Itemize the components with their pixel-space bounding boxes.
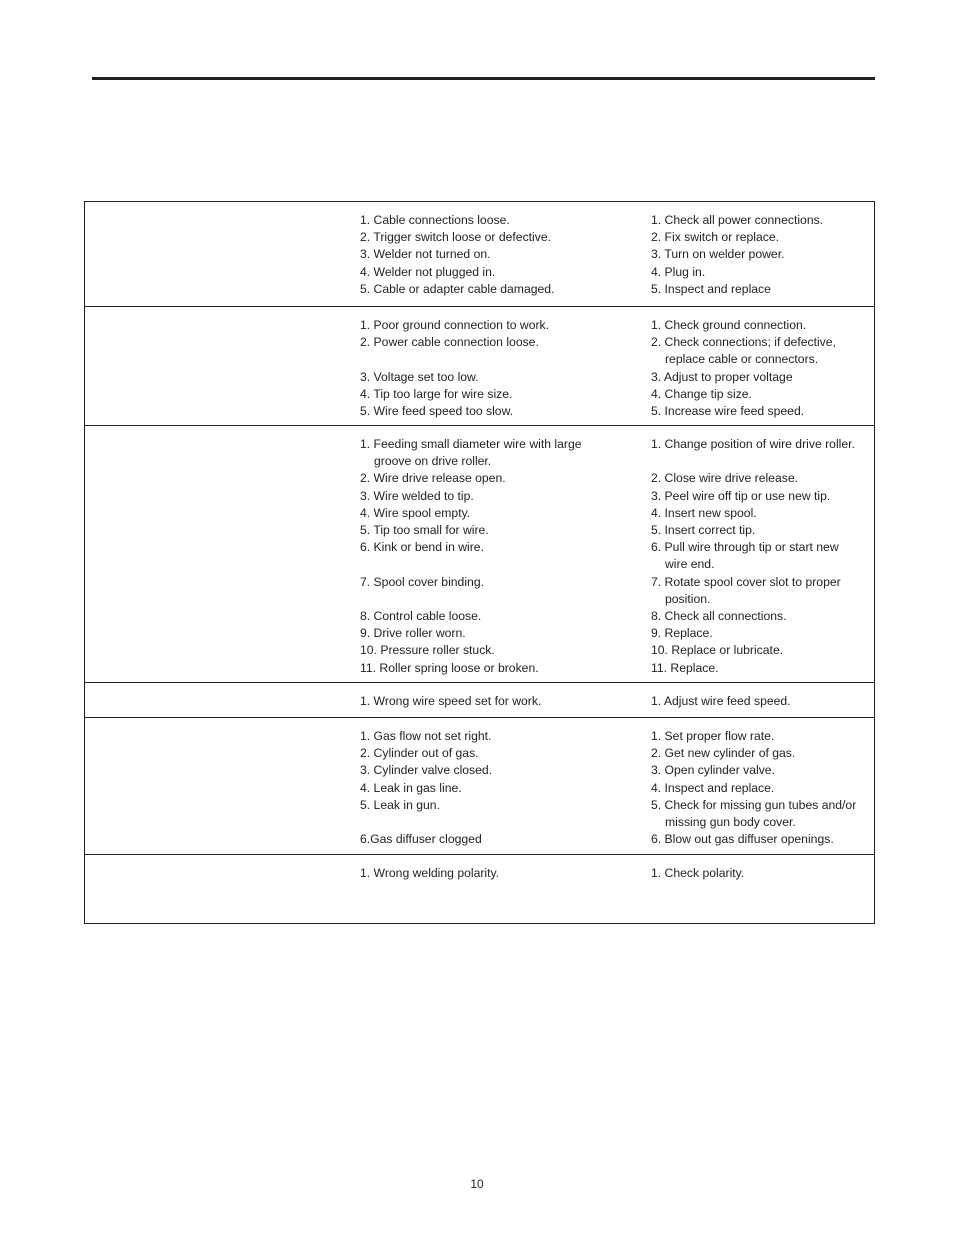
cause-item: 7. Spool cover binding. (360, 574, 484, 589)
cause-item: 5. Cable or adapter cable damaged. (360, 281, 555, 296)
cause-item: 1. Gas flow not set right. (360, 729, 492, 743)
cause-list (360, 865, 645, 882)
cause-item: 1. Cable connections loose. (360, 213, 510, 227)
cause-item: 3. Voltage set too low. (360, 369, 479, 384)
remedy-item-continuation: wire end. (665, 557, 715, 572)
remedy-item: 4. Change tip size. (651, 386, 752, 401)
cause-item: 4. Leak in gas line. (360, 780, 462, 795)
page-number: 10 (470, 1177, 484, 1191)
cause-spacer (360, 556, 645, 573)
remedy-item: 3. Open cylinder valve. (651, 763, 775, 778)
remedy-item: 2. Fix switch or replace. (651, 230, 780, 245)
cause-item-continuation: groove on drive roller. (374, 454, 492, 469)
cause-item: 11. Roller spring loose or broken. (360, 660, 539, 675)
cause-list (360, 212, 645, 298)
remedy-item-continuation: position. (665, 591, 711, 606)
remedy-item: 4. Plug in. (651, 264, 706, 279)
cause-item: 2. Wire drive release open. (360, 471, 506, 486)
remedy-item: 3. Turn on welder power. (651, 247, 785, 262)
remedy-item: 1. Set proper flow rate. (651, 729, 775, 743)
remedy-item: 5. Increase wire feed speed. (651, 404, 805, 419)
cause-item: 3. Welder not turned on. (360, 247, 491, 262)
top-rule (92, 77, 875, 80)
remedy-item: 1. Check polarity. (651, 866, 745, 880)
remedy-item: 6. Pull wire through tip or start new (651, 540, 839, 555)
remedy-list (651, 728, 873, 848)
cause-item: 5. Leak in gun. (360, 797, 440, 812)
cause-item: 1. Poor ground connection to work. (360, 318, 550, 332)
cause-item: 5. Wire feed speed too slow. (360, 404, 514, 418)
remedy-item: 5. Insert correct tip. (651, 523, 756, 537)
remedy-item: 5. Inspect and replace (651, 281, 771, 296)
cause-item: 10. Pressure roller stuck. (360, 643, 495, 658)
cause-item: 4. Wire spool empty. (360, 505, 471, 520)
cause-item: 8. Control cable loose. (360, 609, 482, 623)
troubleshooting-table (84, 201, 875, 924)
remedy-item: 4. Inspect and replace. (651, 780, 775, 795)
remedy-item: 1. Check ground connection. (651, 318, 807, 332)
remedy-list (651, 865, 873, 882)
remedy-item-continuation: missing gun body cover. (665, 815, 796, 830)
table-row (85, 855, 874, 923)
table-row (85, 202, 874, 307)
cause-item: 4. Welder not plugged in. (360, 264, 496, 279)
cause-list (360, 728, 645, 848)
remedy-item: 10. Replace or lubricate. (651, 643, 784, 658)
cause-item: 3. Cylinder valve closed. (360, 763, 493, 778)
cause-list (360, 693, 645, 710)
cause-item: 4. Tip too large for wire size. (360, 386, 513, 401)
remedy-item: 2. Close wire drive release. (651, 471, 798, 486)
table-row (85, 718, 874, 855)
remedy-item: 5. Check for missing gun tubes and/or (651, 797, 857, 812)
cause-item: 3. Wire welded to tip. (360, 488, 474, 503)
cause-spacer (360, 814, 645, 831)
remedy-item: 2. Check connections; if defective, (651, 335, 836, 350)
remedy-item: 11. Replace. (651, 660, 719, 675)
cause-item: 2. Cylinder out of gas. (360, 746, 479, 761)
remedy-item: 3. Adjust to proper voltage (651, 369, 793, 384)
cause-item: 5. Tip too small for wire. (360, 523, 489, 538)
cause-spacer (360, 591, 645, 608)
cause-item: 6.Gas diffuser clogged (360, 832, 482, 847)
remedy-item: 9. Replace. (651, 626, 713, 641)
remedy-item: 2. Get new cylinder of gas. (651, 746, 796, 761)
cause-item: 2. Power cable connection loose. (360, 335, 539, 350)
remedy-item: 8. Check all connections. (651, 609, 787, 624)
cause-item: 1. Wrong welding polarity. (360, 866, 500, 880)
remedy-item: 1. Check all power connections. (651, 213, 824, 227)
cause-list (360, 436, 645, 677)
cause-item: 9. Drive roller worn. (360, 626, 466, 641)
remedy-list (651, 436, 873, 677)
remedy-item-continuation: replace cable or connectors. (665, 352, 819, 367)
cause-item: 1. Wrong wire speed set for work. (360, 694, 542, 708)
remedy-list (651, 212, 873, 298)
cause-spacer (360, 351, 645, 368)
table-row (85, 683, 874, 718)
cause-item: 6. Kink or bend in wire. (360, 540, 484, 555)
cause-item: 1. Feeding small diameter wire with large (360, 437, 582, 451)
remedy-list (651, 317, 873, 420)
table-row (85, 426, 874, 683)
cause-item: 2. Trigger switch loose or defective. (360, 230, 552, 245)
remedy-item: 1. Change position of wire drive roller. (651, 437, 855, 451)
remedy-list (651, 693, 873, 710)
remedy-item: 7. Rotate spool cover slot to proper (651, 574, 841, 589)
cause-list (360, 317, 645, 420)
remedy-item: 4. Insert new spool. (651, 505, 757, 520)
remedy-item: 3. Peel wire off tip or use new tip. (651, 488, 831, 503)
table-row (85, 307, 874, 426)
remedy-spacer (651, 453, 873, 470)
remedy-item: 1. Adjust wire feed speed. (651, 694, 791, 708)
remedy-item: 6. Blow out gas diffuser openings. (651, 832, 834, 847)
